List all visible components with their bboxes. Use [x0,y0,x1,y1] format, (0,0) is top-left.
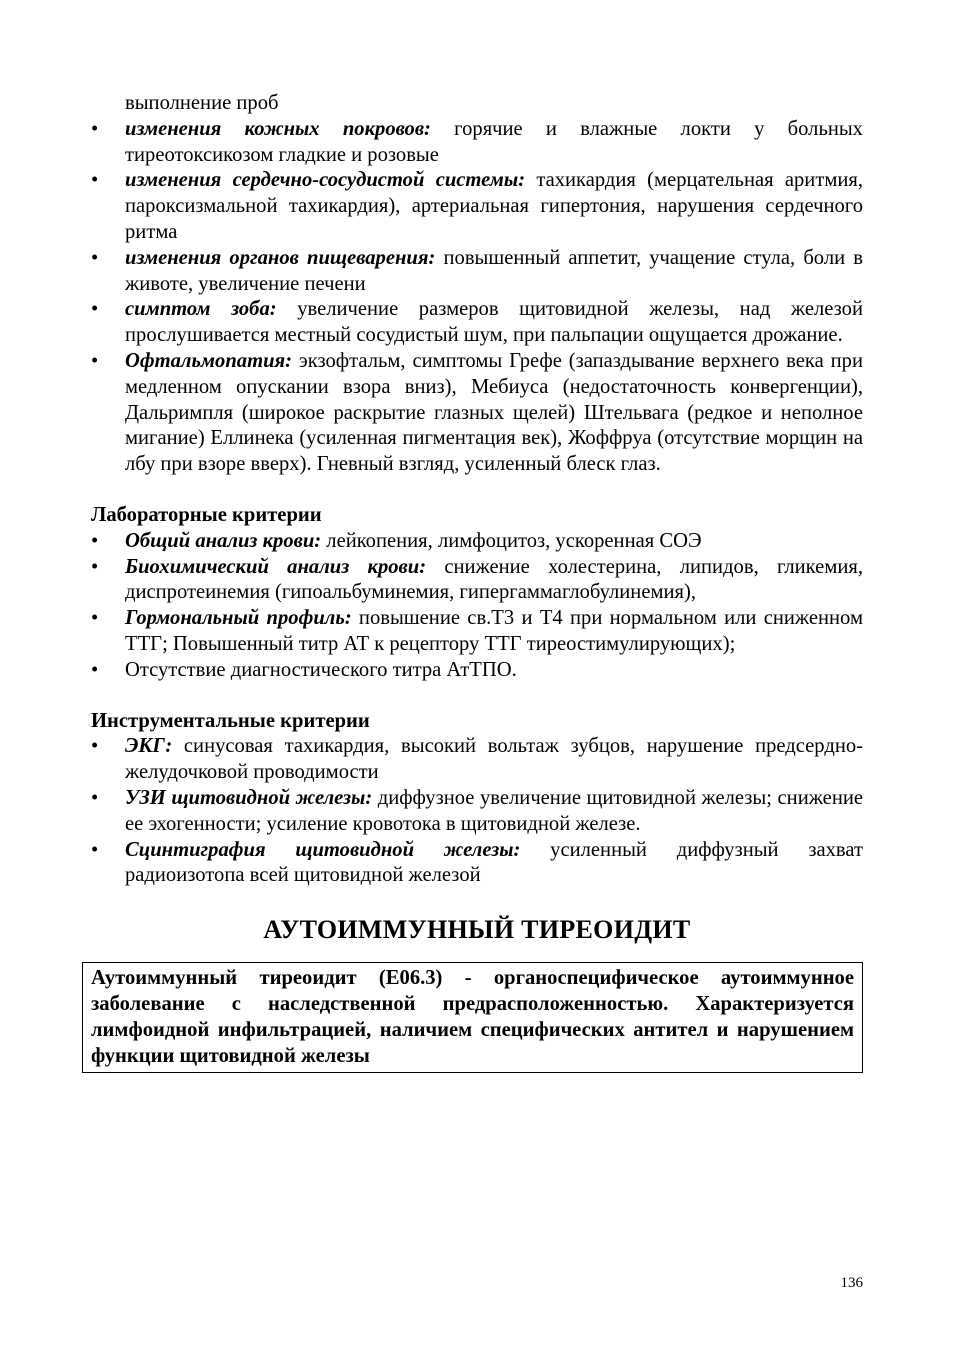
bullet-icon: • [91,298,99,321]
clinical-list [91,117,863,478]
bullet-icon: • [91,117,99,140]
item-text: усиленный диффузный захват радиоизотопа всей щитовидной железой [125,838,863,887]
item-term: Гормональный профиль: [125,607,352,630]
document-page [91,91,863,1073]
item-term: Биохимический анализ крови: [125,555,427,578]
item-text: тахикардия (мерцательная аритмия, пароксизмальной тахикардия), артериальная гипертония, нарушения сердечного ритма [125,169,863,243]
item-text: лейкопения, лимфоцитоз, ускоренная СОЭ [321,529,702,552]
bullet-icon: • [91,246,99,269]
list-item [91,838,863,890]
instrumental-heading: Инструментальные критерии [91,709,370,732]
item-term: Офтальмопатия: [125,349,293,372]
item-text: увеличение размеров щитовидной железы, над железой прослушивается местный сосудистый шум, при пальпации ощущается дрожание. [125,298,863,347]
list-item [91,117,863,169]
bullet-icon: • [91,838,99,861]
bullet-icon: • [91,555,99,578]
item-term: симптом зоба: [125,298,277,321]
item-text: Отсутствие диагностического титра АтТПО. [125,658,517,681]
item-text: экзофтальм, симптомы Грефе (запаздывание верхнего века при медленном опускании взора вниз), Мебиуса (недостаточность конвергенции), Дальримпля (широкое раскрытие глазных щелей) Штельвага (редкое и неполное мигание) Еллинека (усиленная пигментация век), Жоффруа (отсутствие морщин на лбу при взоре вверх). Гневный взгляд, усиленный блеск глаз. [125,349,863,476]
bullet-icon: • [91,735,99,758]
bullet-icon: • [91,169,99,192]
item-term: изменения органов пищеварения: [125,246,436,269]
list-item [91,658,863,684]
section-title: АУТОИММУННЫЙ ТИРЕОИДИТ [263,915,691,945]
bullet-icon: • [91,349,99,372]
item-text: диффузное увеличение щитовидной железы; снижение ее эхогенности; усиление кровотока в щитовидной железе. [125,786,863,835]
list-item [91,734,863,786]
item-text: синусовая тахикардия, высокий вольтаж зубцов, нарушение предсердно-желудочковой проводимости [125,735,863,784]
lab-heading: Лабораторные критерии [91,503,322,526]
item-text: горячие и влажные локти у больных тиреотоксикозом гладкие и розовые [125,117,863,166]
item-term: УЗИ щитовидной железы: [125,786,373,809]
bullet-icon: • [91,658,99,681]
item-term: изменения сердечно-сосудистой системы: [125,169,526,192]
lab-list [91,529,863,684]
item-text: снижение холестерина, липидов, гликемия, диспротеинемия (гипоальбуминемия, гипергаммаглобулинемия), [125,555,863,604]
list-item [91,786,863,838]
item-text: повышенный аппетит, учащение стула, боли в животе, увеличение печени [125,246,863,295]
list-item [91,555,863,607]
item-term: Сцинтиграфия щитовидной железы: [125,838,521,861]
bullet-icon: • [91,529,99,552]
page-number: 136 [840,1275,863,1291]
intro-fragment: выполнение проб [125,92,279,114]
item-text: повышение св.Т3 и Т4 при нормальном или сниженном ТТГ; Повышенный титр АТ к рецептору ТТГ тиреостимулирующих); [125,607,863,655]
list-item [91,529,863,555]
definition-box: Аутоиммунный тиреоидит (Е06.3) - органоспецифическое аутоиммунное заболевание с наследственной предрасположенностью. Характеризуется лимфоидной инфильтрацией, наличием специфических антител и нарушением функции щитовидной железы [82,962,863,1073]
item-term: Общий анализ крови: [125,529,322,552]
bullet-icon: • [91,607,99,630]
list-item [91,297,863,349]
list-item [91,246,863,298]
item-term: ЭКГ: [125,735,173,758]
item-term: изменения кожных покровов: [125,117,431,140]
list-item [91,168,863,245]
list-item [91,349,863,478]
instrumental-list [91,734,863,889]
bullet-icon: • [91,786,99,809]
list-item [91,606,863,658]
